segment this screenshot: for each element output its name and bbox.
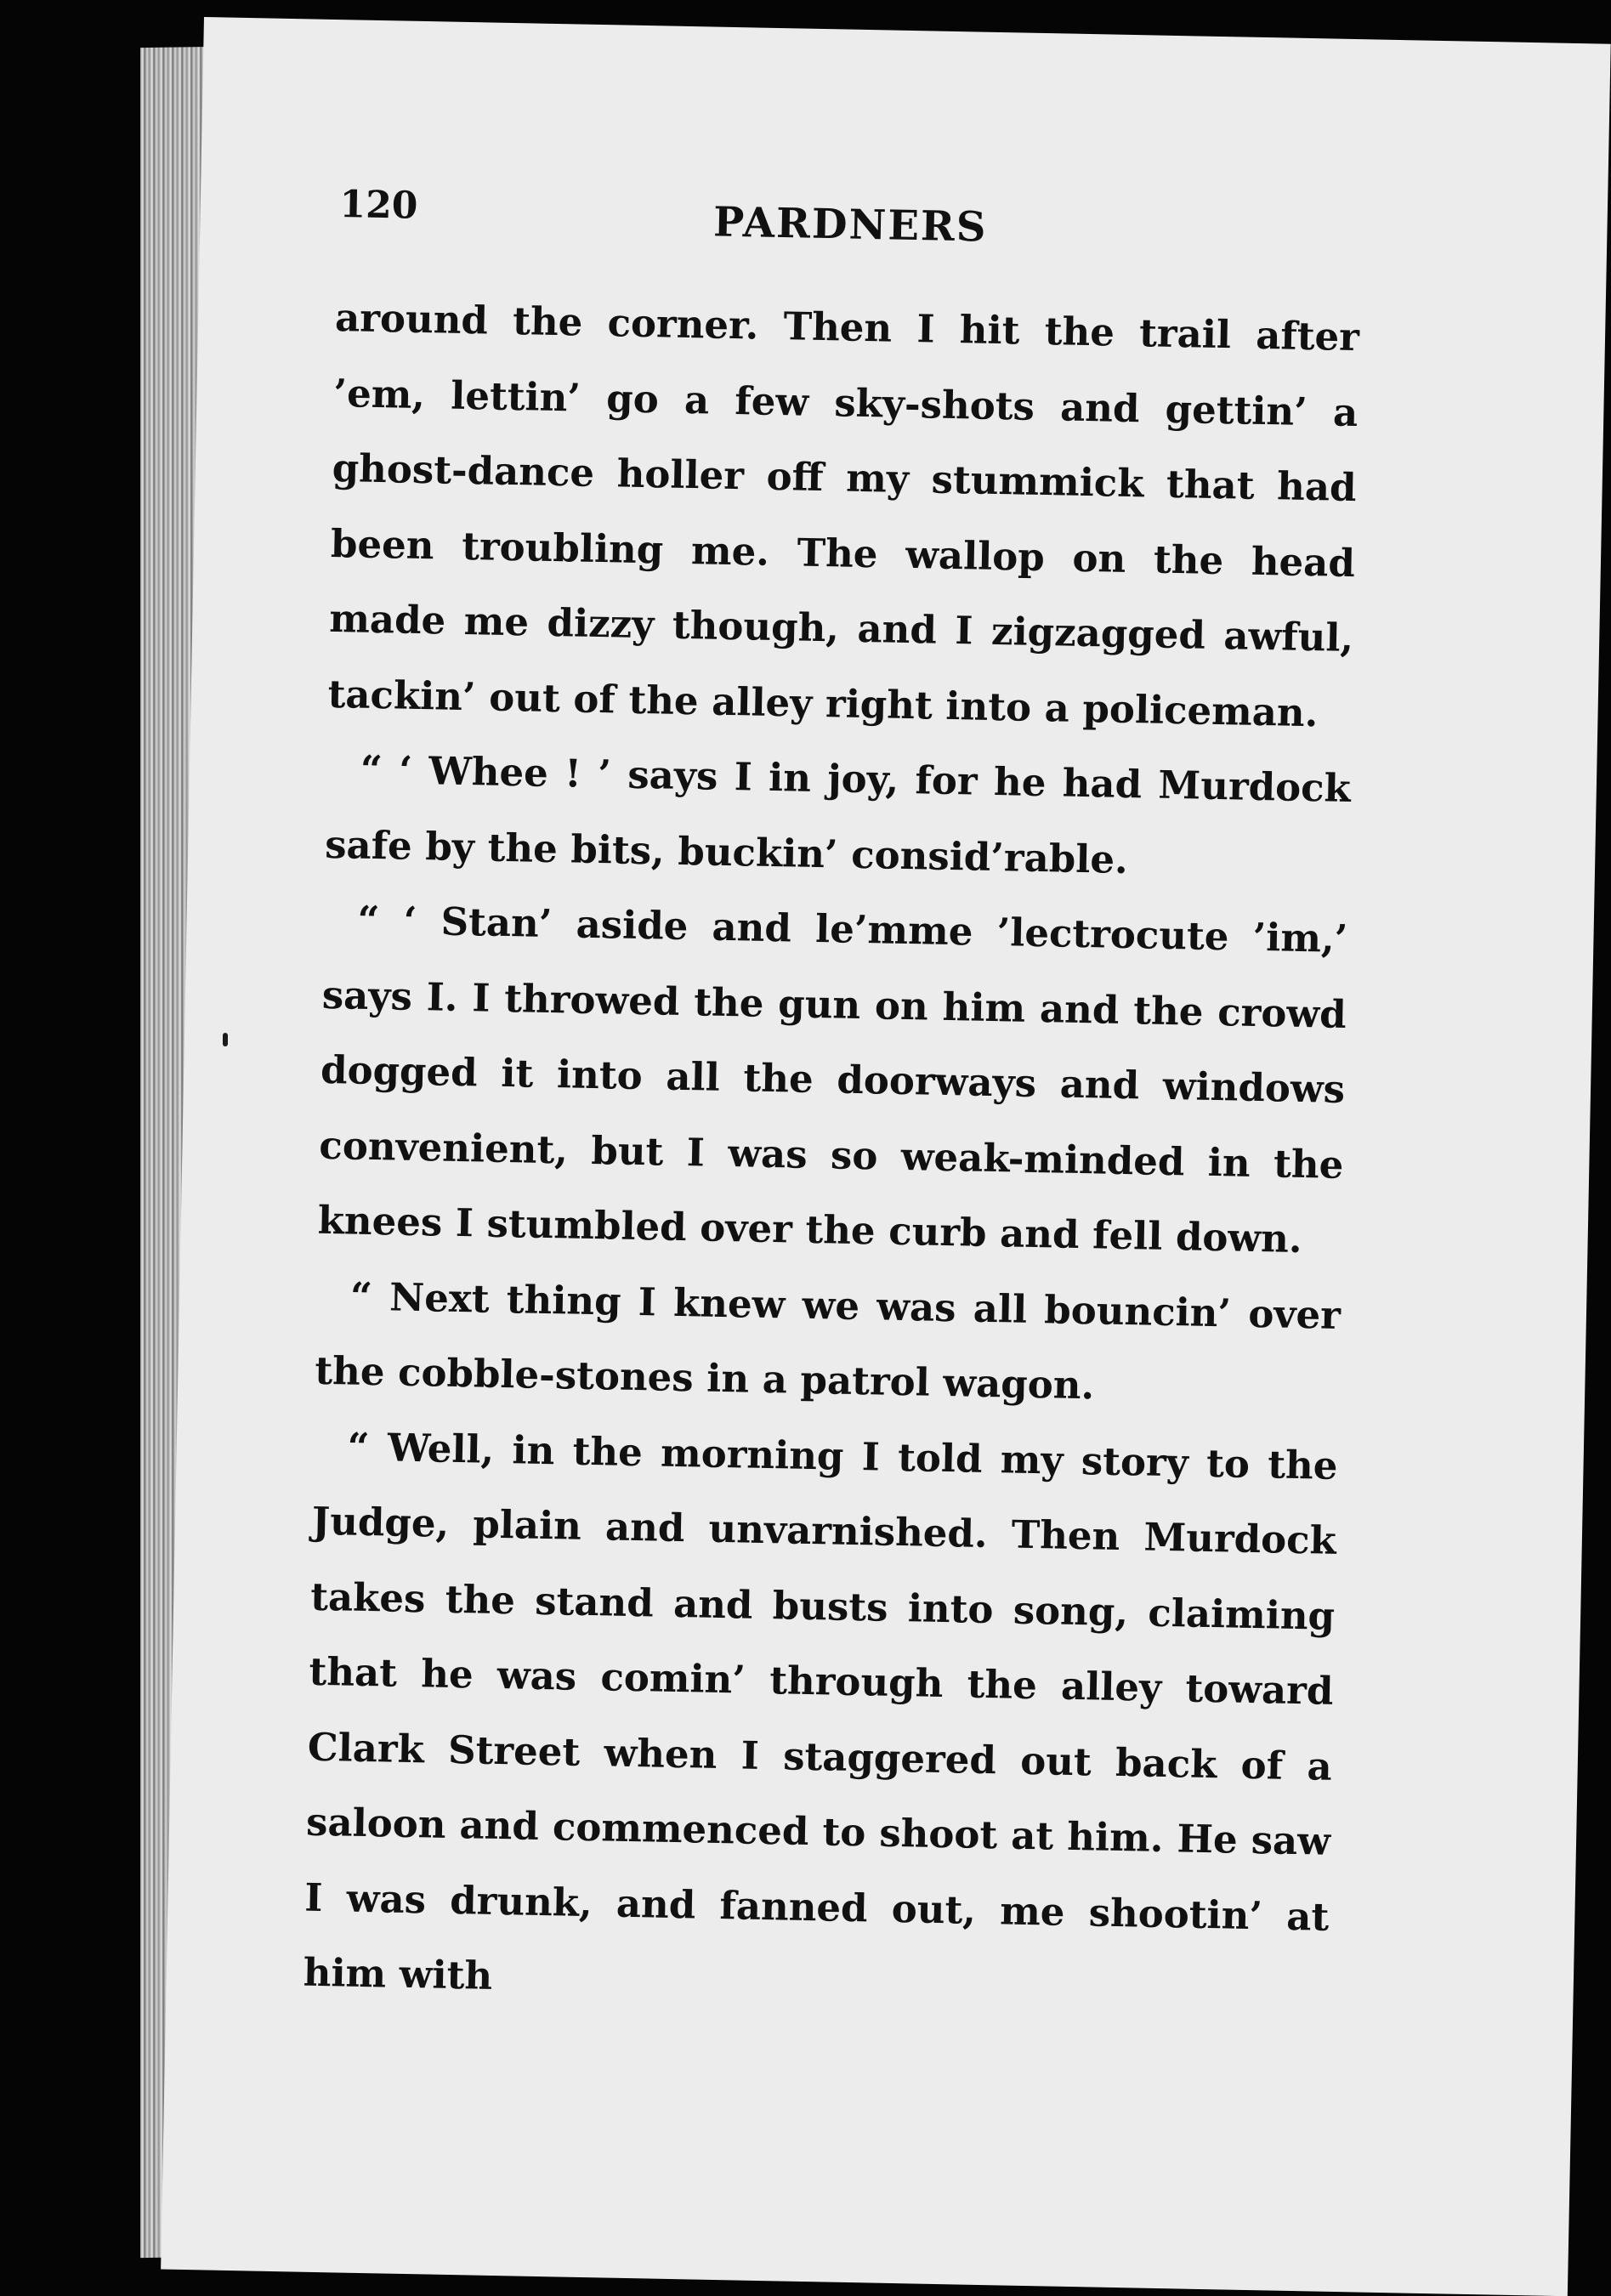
stray-ink-mark	[223, 1033, 228, 1046]
paragraph: “ ‘ Stan’ aside and le’mme ’lectrocute ’im,’ says I. I throwed the gun on him and the crowd dogged it into all the doorways and windows convenient, but I was so weak-minded in the knees I stumbled over the curb and fell down.	[317, 897, 1348, 1262]
paragraph: “ Well, in the morning I told my story to the Judge, plain and unvarnished. Then Murdock takes the stand and busts into song, claiming that he was comin’ through the alley toward Clark Street when I staggered out back of a saloon and commenced to shoot at him. He saw I was drunk, and fanned out, me shootin’ at him with	[303, 1424, 1338, 1998]
paragraph: “ Next thing I knew we was all bouncin’ over the cobble-stones in a patrol wagon.	[314, 1273, 1342, 1409]
paragraph: “ ‘ Whee ! ’ says I in joy, for he had Murdock safe by the bits, buckin’ consid’rable.	[324, 746, 1352, 882]
book-title: PARDNERS	[712, 198, 989, 252]
page-number: 120	[339, 183, 418, 228]
paragraph: around the corner. Then I hit the trail after ’em, lettin’ go a few sky-shots and gettin’ a ghost-dance holler off my stummick that had been troubling me. The wallop on the head made me dizzy though, and I zigzagged awful, tackin’ out of the alley right into a policeman.	[327, 294, 1360, 735]
body-text	[303, 281, 1360, 2030]
